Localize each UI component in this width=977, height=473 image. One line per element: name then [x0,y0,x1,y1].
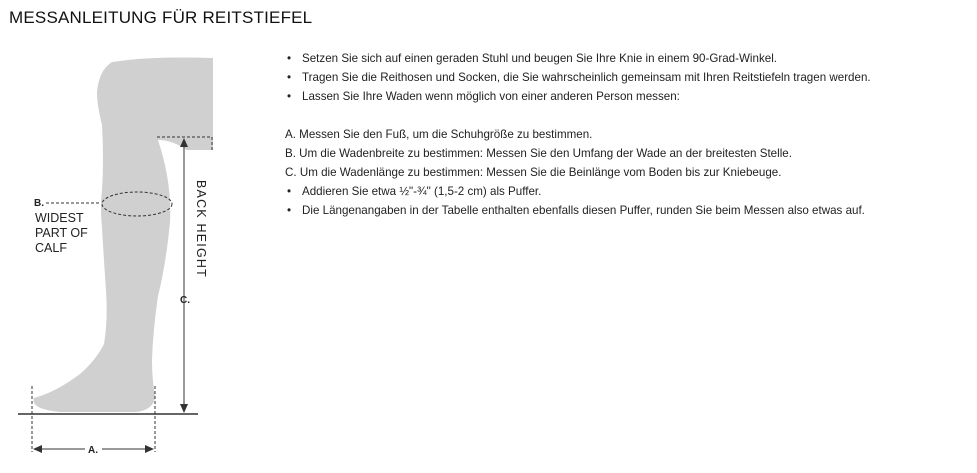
instruction-list-top [285,49,965,106]
height-arrow-bottom [180,404,188,413]
label-a: A. [88,445,98,456]
step-a: A. Messen Sie den Fuß, um die Schuhgröße zu bestimmen. [285,128,593,141]
step-c: C. Um die Wadenlänge zu bestimmen: Messen Sie die Beinlänge vom Boden bis zur Kniebeuge. [285,166,782,179]
instruction-list-bottom [285,182,965,220]
back-height-label: BACK HEIGHT [194,180,208,278]
list-item: • Setzen Sie sich auf einen geraden Stuhl und beugen Sie Ihre Knie in einem 90-Grad-Winkel. [285,49,965,68]
widest-line-1: WIDEST [35,211,84,225]
list-item: • Die Längenangaben in der Tabelle enthalten ebenfalls diesen Puffer, runden Sie beim Messen also etwas auf. [285,201,965,220]
label-b: B. [34,198,44,209]
widest-line-3: CALF [35,241,67,255]
measurement-steps [285,125,965,182]
list-item: • Tragen Sie die Reithosen und Socken, die Sie wahrscheinlich gemeinsam mit Ihren Reitstiefeln tragen werden. [285,68,965,87]
label-c: C. [180,295,190,306]
list-item: • Addieren Sie etwa ½"-¾" (1,5-2 cm) als Puffer. [285,182,965,201]
list-item: • Lassen Sie Ihre Waden wenn möglich von einer anderen Person messen: [285,87,965,106]
leg-measurement-diagram [0,0,280,473]
foot-arrow-left-head [33,445,42,453]
widest-line-2: PART OF [35,226,88,240]
step-b: B. Um die Wadenbreite zu bestimmen: Messen Sie den Umfang der Wade an der breitesten Stelle. [285,147,792,160]
measuring-instructions [285,49,965,220]
page-title: MESSANLEITUNG FÜR REITSTIEFEL [9,8,313,27]
foot-arrow-right-head [145,445,154,453]
